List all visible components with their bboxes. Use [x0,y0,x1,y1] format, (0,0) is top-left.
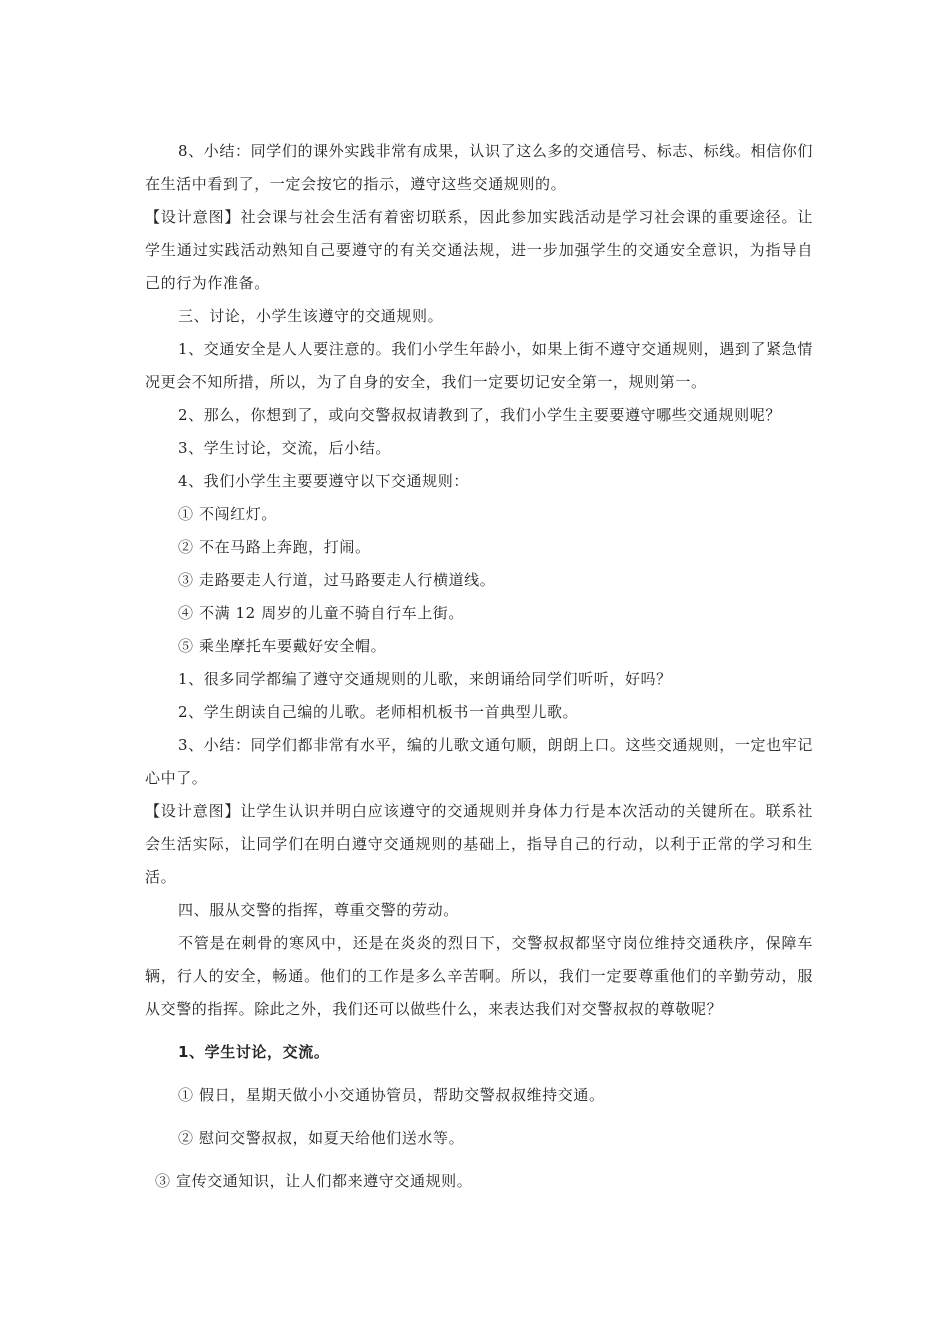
design-intent-tag: 【设计意图】 [145,208,241,226]
design-intent-note-2 [145,795,813,894]
respect-item-2: ② 慰问交警叔叔，如夏天给他们送水等。 [178,1129,465,1147]
rule-item-5: ⑤ 乘坐摩托车要戴好安全帽。 [178,637,387,655]
design-intent-tag: 【设计意图】 [145,802,241,820]
rule-item-2: ② 不在马路上奔跑，打闹。 [178,538,371,556]
respect-item-3: ③ 宣传交通知识，让人们都来遵守交通规则。 [155,1172,473,1190]
paragraph-summary-8: 8、小结：同学们的课外实践非常有成果，认识了这么多的交通信号、标志、标线。相信你们在生活中看到了，一定会按它的指示，遵守这些交通规则的。 [145,142,813,193]
design-intent-text: 让学生认识并明白应该遵守的交通规则并身体力行是本次活动的关键所在。联系社会生活实际，让同学们在明白遵守交通规则的基础上，指导自己的行动，以利于正常的学习和生活。 [145,802,813,886]
section-heading-3: 三、讨论，小学生该遵守的交通规则。 [178,307,444,325]
section-heading-4: 四、服从交警的指挥，尊重交警的劳动。 [178,901,459,919]
paragraph-3-4: 4、我们小学生主要要遵守以下交通规则： [178,472,469,490]
document-page [145,135,813,1198]
paragraph-4-1-bold: 1、学生讨论，交流。 [178,1043,330,1061]
design-intent-text: 社会课与社会生活有着密切联系，因此参加实践活动是学习社会课的重要途径。让学生通过实践活动熟知自己要遵守的有关交通法规，进一步加强学生的交通安全意识，为指导自己的行为作准备。 [145,208,813,292]
design-intent-note-1 [145,201,813,300]
paragraph-3-2: 2、那么，你想到了，或向交警叔叔请教到了，我们小学生主要要遵守哪些交通规则呢？ [178,406,781,424]
respect-item-1: ① 假日，星期天做小小交通协管员，帮助交警叔叔维持交通。 [178,1086,605,1104]
rule-item-4: ④ 不满 12 周岁的儿童不骑自行车上街。 [178,604,464,622]
paragraph-song-3: 3、小结：同学们都非常有水平，编的儿歌文通句顺，朗朗上口。这些交通规则，一定也牢记心中了。 [145,736,813,787]
rule-item-3: ③ 走路要走人行道，过马路要走人行横道线。 [178,571,496,589]
paragraph-song-1: 1、很多同学都编了遵守交通规则的儿歌，来朗诵给同学们听听，好吗？ [178,670,672,688]
paragraph-3-1: 1、交通安全是人人要注意的。我们小学生年龄小，如果上街不遵守交通规则，遇到了紧急情况更会不知所措，所以，为了自身的安全，我们一定要切记安全第一，规则第一。 [145,340,813,391]
paragraph-3-3: 3、学生讨论，交流，后小结。 [178,439,391,457]
paragraph-song-2: 2、学生朗读自己编的儿歌。老师相机板书一首典型儿歌。 [178,703,579,721]
rule-item-1: ① 不闯红灯。 [178,505,277,523]
paragraph-4-body: 不管是在刺骨的寒风中，还是在炎炎的烈日下，交警叔叔都坚守岗位维持交通秩序，保障车辆，行人的安全，畅通。他们的工作是多么辛苦啊。所以，我们一定要尊重他们的辛勤劳动，服从交警的指挥。除此之外，我们还可以做些什么，来表达我们对交警叔叔的尊敬呢？ [145,934,813,1018]
